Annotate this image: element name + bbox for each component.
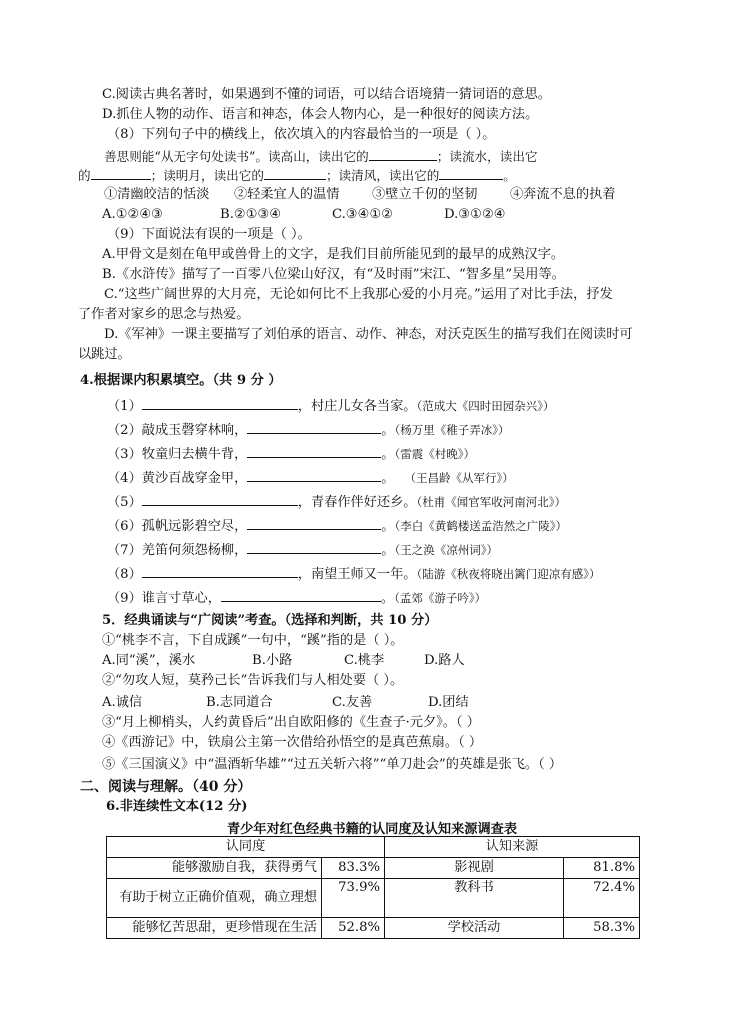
q8-option-b[interactable]: B.②①③④ [220,207,282,222]
q4-item-punct: 。 [380,591,395,606]
q8-option-d[interactable]: D.③①②④ [444,207,506,222]
q4-item-punct: 。 [381,423,395,438]
q5-s1-options [102,652,465,670]
section2-title: 二、阅读与理解。（40 分） [80,779,252,795]
q4-item-text: 羌笛何须怨杨柳， [141,543,248,558]
q4-blank[interactable] [142,396,298,410]
q4-item-punct: 。 [381,519,395,534]
q9-stem: （9）下面说法有误的一项是（ ）。 [107,227,311,242]
q4-item-text: 牧童归去横牛背， [141,447,248,462]
survey-table [106,836,640,939]
q9-option-d-line1: D.《军神》一课主要描写了刘伯承的语言、动作、神态，对沃克医生的描写我们在阅读时可 [104,327,633,342]
table-row [107,918,640,939]
q8-sentence-part1: 善思则能“从无字句处读书”。读高山，读出它的 [104,149,369,164]
q8-sentence-line2 [78,166,516,185]
q9-option-c-line2: 了作者对家乡的思念与热爱。 [78,307,250,322]
q9-option-b: B.《水浒传》描写了一百零八位梁山好汉，有“及时雨”宋江、“智多星”吴用等。 [102,267,565,282]
source-percent: 72.4% [564,879,640,918]
q8-sentence-part3: 的 [78,168,91,183]
q4-item-source: （杨万里《稚子弄冰》） [394,423,510,437]
q4-item-number: （8） [107,567,142,582]
q6-title: 6.非连续性文本(12 分) [106,799,248,814]
table-header-row [107,837,640,858]
q4-item-3 [107,444,475,464]
q5-s2-option-a[interactable]: A.诚信 [102,695,143,710]
q9-option-d-line2: 以跳过。 [78,347,131,362]
q4-blank[interactable] [221,588,381,602]
q8-sentence-line1 [104,147,538,166]
q4-blank[interactable] [247,420,381,434]
q8-blank-4[interactable] [439,166,503,180]
q4-item-source: （王之涣《凉州词》） [394,543,498,557]
recognition-percent: 52.8% [322,918,385,939]
q5-s3: ③“月上柳梢头，人约黄昏后”出自欧阳修的《生查子·元夕》。（ ） [102,715,480,730]
q5-s4: ④《西游记》中，铁扇公主第一次借给孙悟空的是真芭蕉扇。（ ） [102,735,483,750]
q4-item-source: （陆游《秋夜将晓出篱门迎凉有感》） [416,567,601,581]
q4-title: 4.根据课内积累填空。（共 9 分 ） [80,373,282,388]
q8-blank-2[interactable] [91,166,151,180]
q8-sentence-part4: ；读明月，读出它的 [150,168,264,183]
q4-item-8 [107,564,600,584]
q4-item-number: （6） [107,519,142,534]
q8-choice-1: ①清幽皎洁的恬淡 [104,187,210,202]
q4-item-text: 敲成玉磬穿林响， [141,423,248,438]
q8-choice-3: ③壁立千仞的坚韧 [372,187,478,202]
q3-option-d: D.抓住人物的动作、语言和神态，体会人物内心，是一种很好的阅读方法。 [102,107,539,122]
q4-blank[interactable] [142,492,298,506]
source-percent: 81.8% [564,858,640,879]
source-item: 影视剧 [385,858,564,879]
q8-choices [104,186,616,204]
q4-item-number: （7） [107,543,142,558]
q4-item-6 [107,516,567,536]
q8-choice-2: ②轻柔宜人的温情 [234,187,340,202]
q8-stem: （8）下列句子中的横线上，依次填入的内容最恰当的一项是（ ）。 [107,127,496,142]
q5-s2-option-c[interactable]: C.友善 [332,695,373,710]
table-row [107,879,640,918]
q4-item-punct: 。 [381,447,395,462]
recognition-percent: 73.9% [322,879,385,918]
q4-item-text: ，青春作伴好还乡。 [297,495,417,510]
q5-s2-option-b[interactable]: B.志同道合 [206,695,273,710]
q4-blank[interactable] [247,444,381,458]
q4-blank[interactable] [247,540,381,554]
header-recognition: 认同度 [107,837,385,858]
table-row [107,858,640,879]
q4-item-source: （杜甫《闻官军收河南河北》） [416,495,566,509]
q8-blank-3[interactable] [264,166,326,180]
q4-item-4 [107,468,514,488]
recognition-item: 能够激励自我，获得勇气 [107,858,322,879]
q4-item-number: （2） [107,423,142,438]
q3-option-c: C.阅读古典名著时，如果遇到不懂的词语，可以结合语境猜一猜词语的意思。 [102,87,551,102]
q8-choice-4: ④奔流不息的执着 [510,187,616,202]
source-percent: 58.3% [564,918,640,939]
q5-s2-options [102,694,469,712]
q4-blank[interactable] [247,516,381,530]
q8-option-a[interactable]: A.①②④③ [102,207,164,222]
q4-item-number: （1） [107,399,142,414]
source-item: 教科书 [385,879,564,918]
q4-item-text: ，村庄儿女各当家。 [297,399,417,414]
q4-item-text: 谁言寸草心， [141,591,221,606]
q4-item-punct: 。 [381,471,395,486]
q4-item-source: （孟郊《游子吟》） [394,591,487,605]
q5-s5: ⑤《三国演义》中“温酒斩华雄”“过五关斩六将”“单刀赴会”的英雄是张飞。（ ） [102,757,563,772]
q5-s1-option-b[interactable]: B.小路 [252,653,293,668]
q8-sentence-end: 。 [503,168,516,183]
q4-item-punct: 。 [381,543,395,558]
q8-sentence-part5: ；读清风，读出它的 [325,168,440,183]
q8-sentence-part2: ；读流水，读出它 [436,149,538,164]
q4-item-number: （3） [107,447,142,462]
q4-item-2 [107,420,509,440]
q5-s1-option-d[interactable]: D.路人 [424,653,465,668]
q4-item-text: 黄沙百战穿金甲， [141,471,248,486]
table-title: 青少年对红色经典书籍的认同度及认知来源调查表 [226,822,518,837]
q4-item-text: 孤帆远影碧空尽， [141,519,248,534]
q8-option-c[interactable]: C.③④①② [332,207,394,222]
header-source: 认知来源 [385,837,640,858]
q4-item-source: （范成大《四时田园杂兴》） [416,399,555,413]
source-item: 学校活动 [385,918,564,939]
q4-item-number: （9） [107,591,142,606]
q4-item-5 [107,492,566,512]
q5-s2: ②“勿攻人短，莫矜己长”告诉我们与人相处要（ ）。 [102,673,404,688]
q9-option-a: A.甲骨文是刻在龟甲或兽骨上的文字，是我们目前所能见到的最早的成熟汉字。 [102,247,565,262]
q4-blank[interactable] [142,564,298,578]
q5-title: 5．经典诵读与“广阅读”考查。（选择和判断，共 10 分） [102,613,438,628]
q4-blank[interactable] [247,468,381,482]
q4-item-1 [107,396,554,416]
q4-item-text: ，南望王师又一年。 [297,567,417,582]
q4-item-7 [107,540,498,560]
q5-s1-option-a[interactable]: A.同“溪”，溪水 [102,653,196,668]
q8-options [102,206,506,224]
q4-item-number: （4） [107,471,142,486]
q4-item-source: （王昌龄《从军行》） [404,471,514,485]
recognition-item: 有助于树立正确价值观，确立理想 [107,879,322,918]
recognition-item: 能够忆苦思甜，更珍惜现在生活 [107,918,322,939]
q8-blank-1[interactable] [369,147,437,161]
q4-item-9 [107,588,486,608]
q5-s2-option-d[interactable]: D.团结 [428,695,469,710]
q4-item-source: （李白《黄鹤楼送孟浩然之广陵》） [394,519,567,533]
recognition-percent: 83.3% [322,858,385,879]
q5-s1: ①“桃李不言，下自成蹊”一句中，“蹊”指的是（ ）。 [102,633,404,648]
q4-item-number: （5） [107,495,142,510]
q5-s1-option-c[interactable]: C.桃李 [344,653,385,668]
q9-option-c-line1: C.“这些广阔世界的大月亮，无论如何比不上我那心爱的小月亮。”运用了对比手法，抒发 [104,287,613,302]
q4-item-source: （雷震《村晚》） [394,447,475,461]
